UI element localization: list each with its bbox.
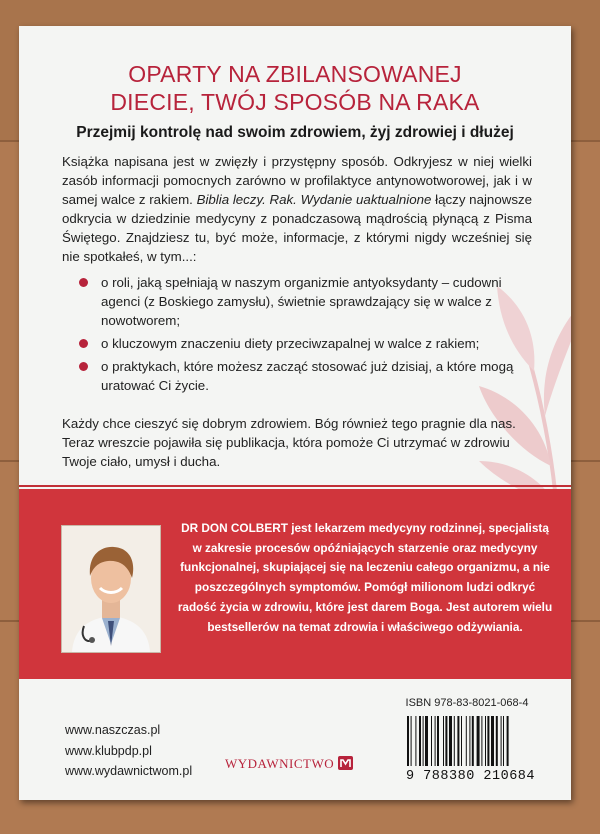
publisher-logo (225, 756, 353, 772)
barcode-bar (435, 716, 436, 766)
website-links (65, 720, 192, 782)
bullet-text: o roli, jaką spełniają w naszym organizmie antyoksydanty – cudowni agenci (z Boskiego zamysłu), świetnie sprawdzający się w walce z nowotworem; (101, 275, 502, 328)
barcode-bar (449, 716, 452, 766)
intro-paragraph (62, 152, 532, 266)
intro-text-2: łączy najnowsze odkrycia w dziedzinie medycyny z ponadczasową mądrością płynącą z Pisma Świętego. Znajdziesz tu, być może, informacje, z którymi nigdy wcześniej się nie spotkałeś, w tym...: (62, 192, 533, 264)
barcode-bar (491, 716, 494, 766)
barcode-bar (472, 716, 474, 766)
barcode-bar (485, 716, 486, 766)
barcode-bar (437, 716, 439, 766)
barcode-bar (419, 716, 421, 766)
barcode-bar (454, 716, 455, 766)
closing-paragraph: Każdy chce cieszyć się dobrym zdrowiem. Bóg również tego pragnie dla nas. Teraz wreszcie pojawiła się publikacja, która pomoże Ci utrzymać w zdrowiu Twoje ciało, umysł i ducha. (62, 416, 516, 469)
barcode-bar (411, 716, 412, 766)
bullet-item (79, 334, 539, 353)
barcode-bar (496, 716, 498, 766)
barcode-bar (503, 716, 504, 766)
bullet-list (79, 273, 539, 399)
bullet-dot-icon (79, 339, 88, 348)
bullet-item (79, 273, 539, 330)
barcode-bar (461, 716, 462, 766)
bullet-text: o kluczowym znaczeniu diety przeciwzapalnej w walce z rakiem; (101, 336, 480, 351)
title-line-2: DIECIE, TWÓJ SPOSÓB NA RAKA (110, 89, 480, 115)
subtitle: Przejmij kontrolę nad swoim zdrowiem, żyj zdrowiej i dłużej (76, 124, 514, 141)
barcode-bar (507, 716, 509, 766)
book-title (19, 60, 571, 116)
author-photo (61, 525, 161, 653)
barcode-bar (407, 716, 409, 766)
barcode-bar (477, 716, 480, 766)
bullet-dot-icon (79, 362, 88, 371)
barcode-bar (425, 716, 428, 766)
publisher-name: WYDAWNICTWO (225, 756, 335, 771)
barcode-bar (481, 716, 482, 766)
isbn: ISBN 978-83-8021-068-4 (405, 697, 529, 709)
barcode-bar (445, 716, 447, 766)
band-divider (19, 485, 571, 487)
barcode-bar (443, 716, 444, 766)
barcode-icon (405, 716, 550, 766)
website-link[interactable]: www.naszczas.pl (65, 723, 161, 737)
bullet-dot-icon (79, 278, 88, 287)
barcode-number: 9 788380 210684 (405, 769, 536, 784)
barcode-bar (423, 716, 424, 766)
intro-text-1: Książka napisana jest w zwięzły i przystępny sposób. Odkryjesz w niej wielki zasób informacji pomocnych zarówno w profilaktyce antynowotworowej, jak i w samej walce z rakiem. (62, 154, 532, 207)
bullet-item (79, 357, 539, 395)
barcode-bar (431, 716, 432, 766)
website-link[interactable]: www.wydawnictwom.pl (65, 764, 193, 778)
book-back-cover (19, 26, 571, 800)
title-line-1: OPARTY NA ZBILANSOWANEJ (128, 61, 462, 87)
barcode-bar (466, 716, 467, 766)
barcode-bar (487, 716, 489, 766)
bullet-text: o praktykach, które możesz zacząć stosować już dzisiaj, a które mogą uratować Ci życie. (101, 359, 514, 393)
barcode-bar (415, 716, 416, 766)
barcode-bar (457, 716, 459, 766)
barcode-bar (469, 716, 470, 766)
publisher-m-icon (338, 756, 353, 770)
intro-book-title: Biblia leczy. Rak. Wydanie uaktualnione (196, 192, 432, 207)
website-link[interactable]: www.klubpdp.pl (65, 743, 152, 758)
barcode-bar (501, 716, 502, 766)
author-bio: DR DON COLBERT jest lekarzem medycyny rodzinnej, specjalistą w zakresie procesów opóźniających starzenie oraz medycyny funkcjonalnej, skupiającej się na leczeniu całego organizmu, a nie poszczególnych symptomów. Pomógł milionom ludzi odkryć radość życia w zdrowiu, które jest darem Boga. Jest autorem wielu bestsellerów na temat zdrowia i właściwego odżywiania. (177, 521, 553, 634)
